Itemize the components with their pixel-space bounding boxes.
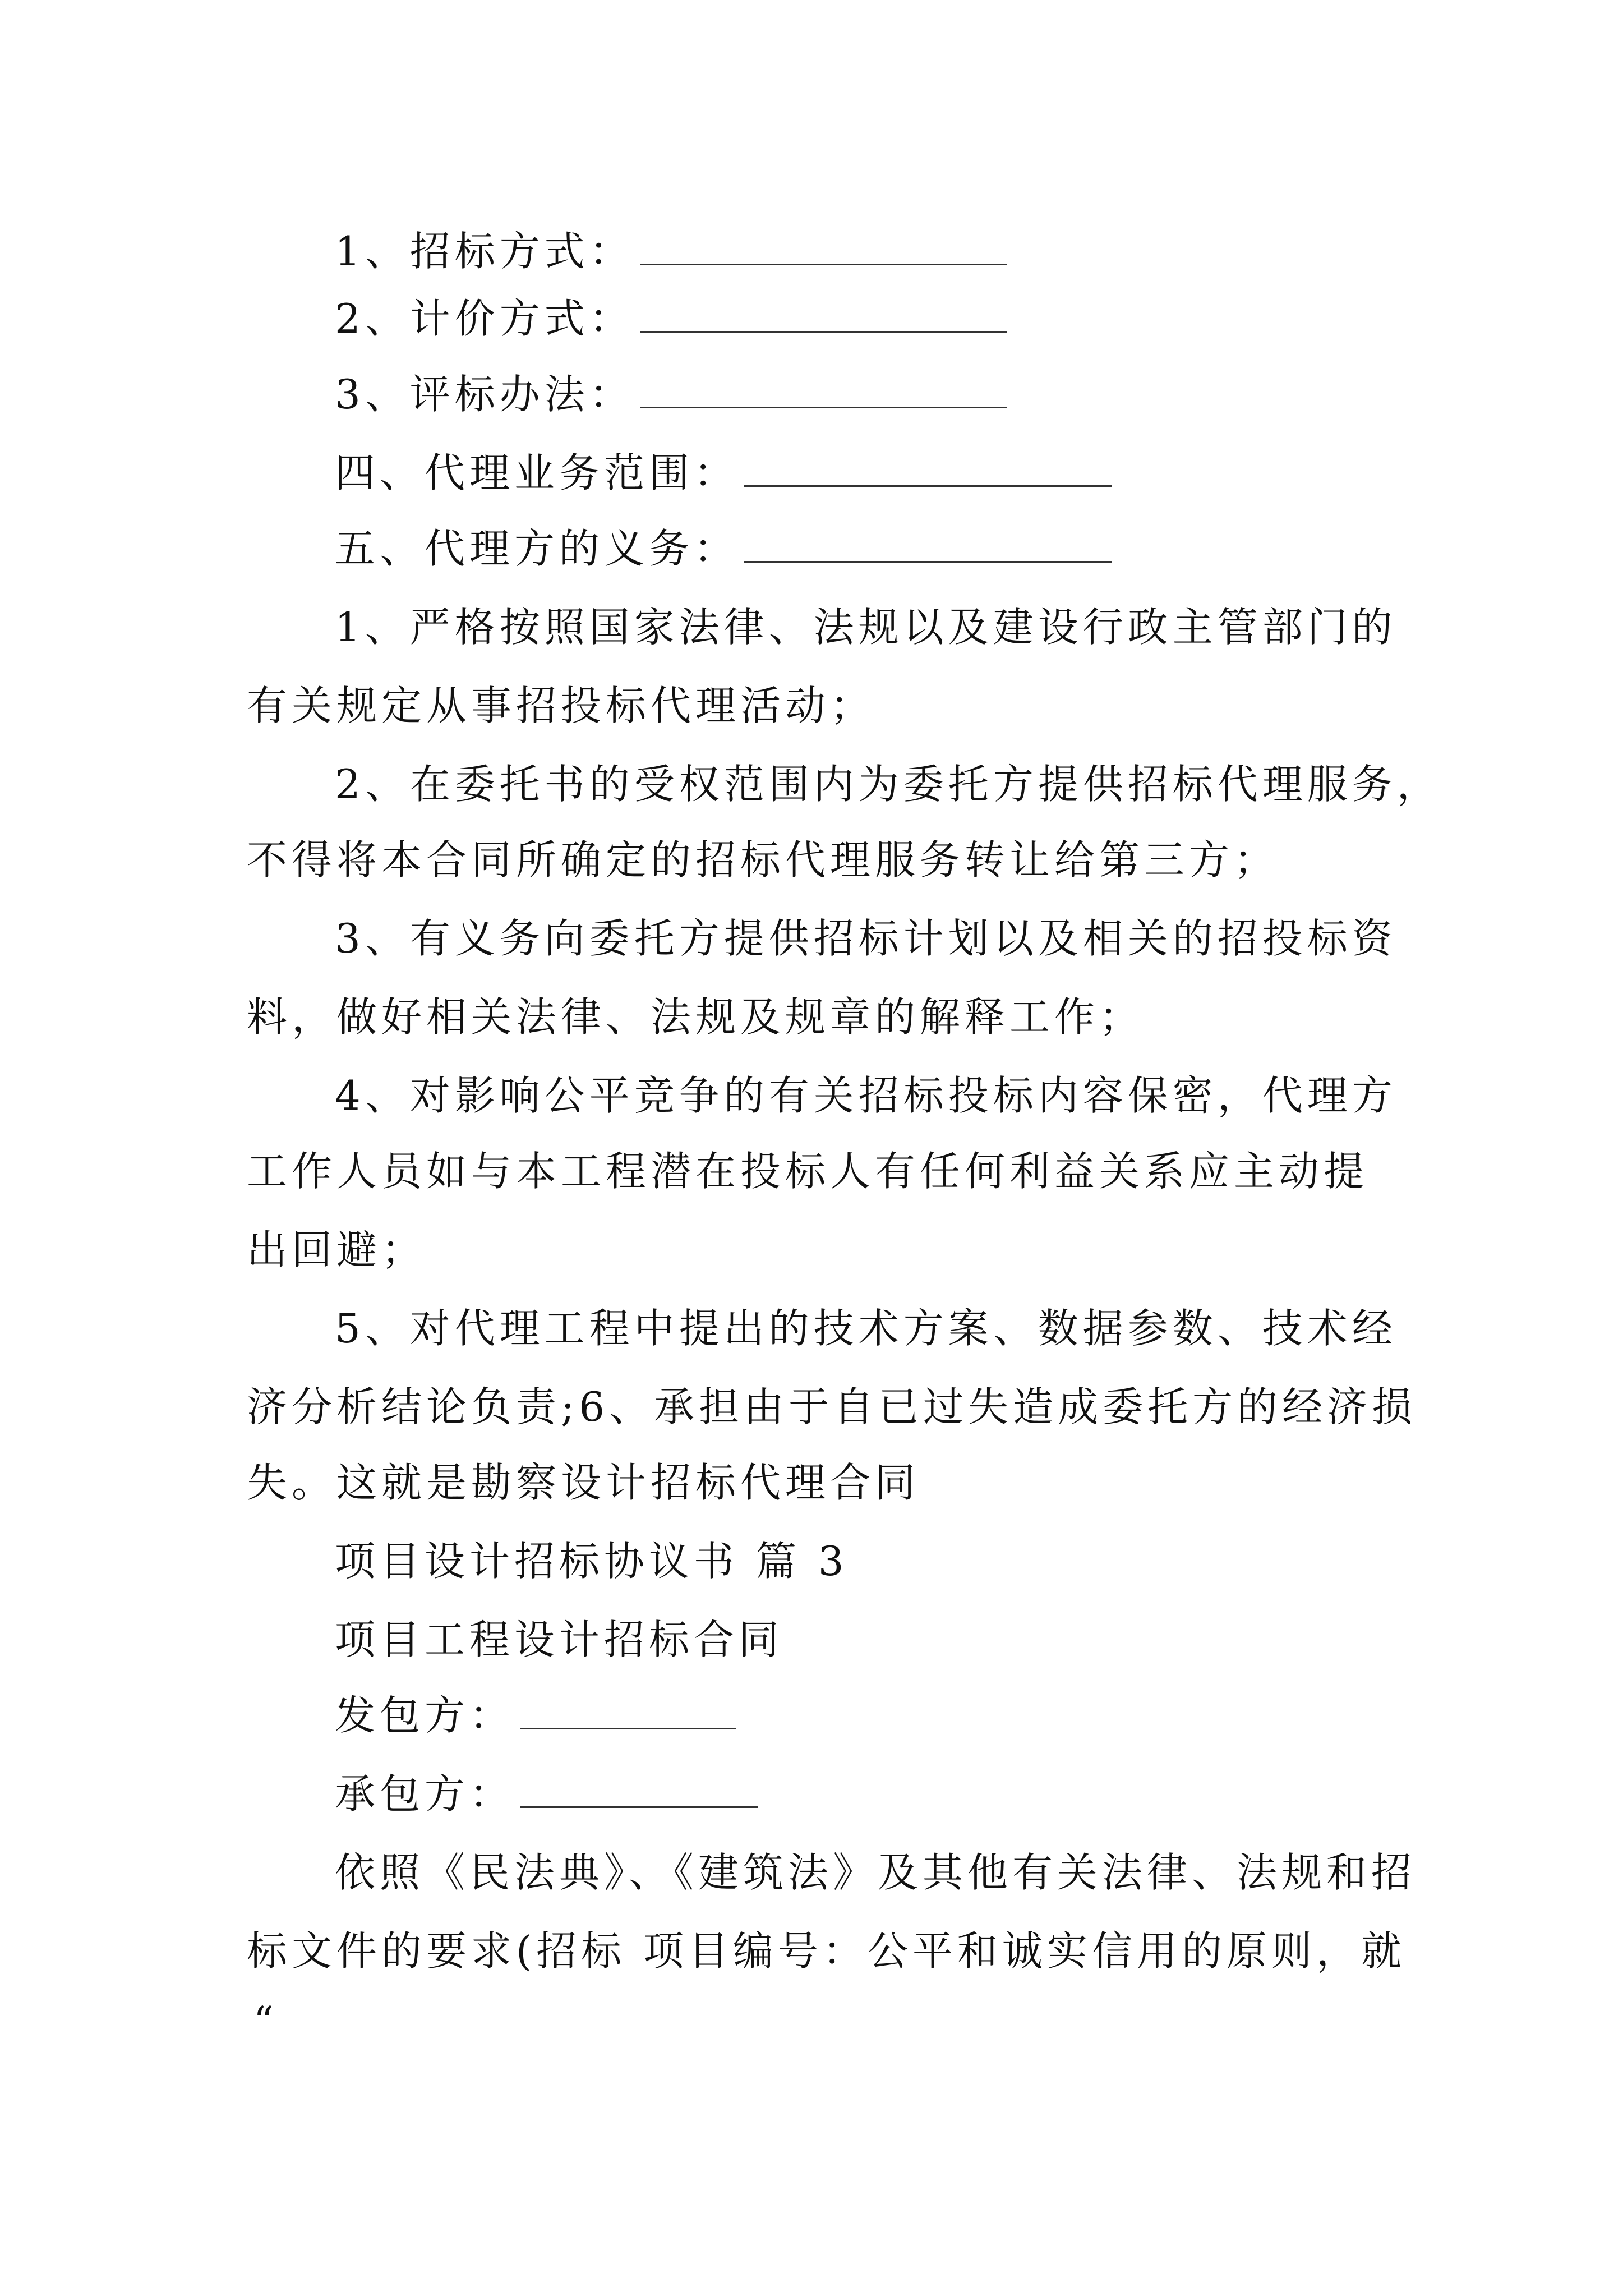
paragraph-line: 失。这就是勘察设计招标代理合同 xyxy=(247,1459,920,1506)
blank-line xyxy=(744,452,1112,487)
quote-mark: “ xyxy=(253,1998,274,2044)
blank-line xyxy=(520,1773,758,1808)
blank-line xyxy=(520,1694,736,1729)
paragraph-line: 4、对影响公平竞争的有关招标投标内容保密，代理方 xyxy=(335,1072,1397,1119)
section-heading: 项目设计招标协议书 篇 3 xyxy=(335,1538,849,1585)
item-pricing-method: 2、计价方式： xyxy=(335,292,1007,346)
paragraph-line: 5、对代理工程中提出的技术方案、数据参数、技术经 xyxy=(335,1305,1397,1352)
paragraph-line: 1、严格按照国家法律、法规以及建设行政主管部门的 xyxy=(335,604,1397,651)
contractor-field: 承包方： xyxy=(335,1767,758,1821)
paragraph-line: 不得将本合同所确定的招标代理服务转让给第三方； xyxy=(247,836,1279,884)
blank-line xyxy=(640,297,1007,333)
item-evaluation-method: 3、评标办法： xyxy=(335,367,1007,421)
blank-line xyxy=(744,527,1112,563)
blank-line xyxy=(640,230,1007,265)
employer-field: 发包方： xyxy=(335,1688,736,1742)
blank-line xyxy=(640,373,1007,408)
paragraph-line: 济分析结论负责;6、承担由于自已过失造成委托方的经济损 xyxy=(247,1383,1417,1430)
paragraph-line: 出回避； xyxy=(247,1226,427,1273)
paragraph-line: 依照《民法典》、《建筑法》及其他有关法律、法规和招 xyxy=(335,1849,1417,1896)
paragraph-line: 3、有义务向委托方提供招标计划以及相关的招投标资 xyxy=(335,915,1397,962)
paragraph-line: 有关规定从事招投标代理活动； xyxy=(247,682,875,729)
paragraph-line: 工作人员如与本工程潜在投标人有任何利益关系应主动提 xyxy=(247,1148,1369,1195)
contract-title: 项目工程设计招标合同 xyxy=(335,1616,784,1663)
paragraph-line: 料，做好相关法律、法规及规章的解释工作； xyxy=(247,993,1145,1041)
item-bidding-method: 1、招标方式： xyxy=(335,224,1007,278)
paragraph-line: 2、在委托书的受权范围内为委托方提供招标代理服务， xyxy=(335,761,1442,808)
section-agency-scope: 四、代理业务范围： xyxy=(335,446,1112,500)
section-agent-obligations: 五、代理方的义务： xyxy=(335,522,1112,576)
paragraph-line: 标文件的要求(招标 项目编号：公平和诚实信用的原则，就 xyxy=(247,1927,1406,1975)
